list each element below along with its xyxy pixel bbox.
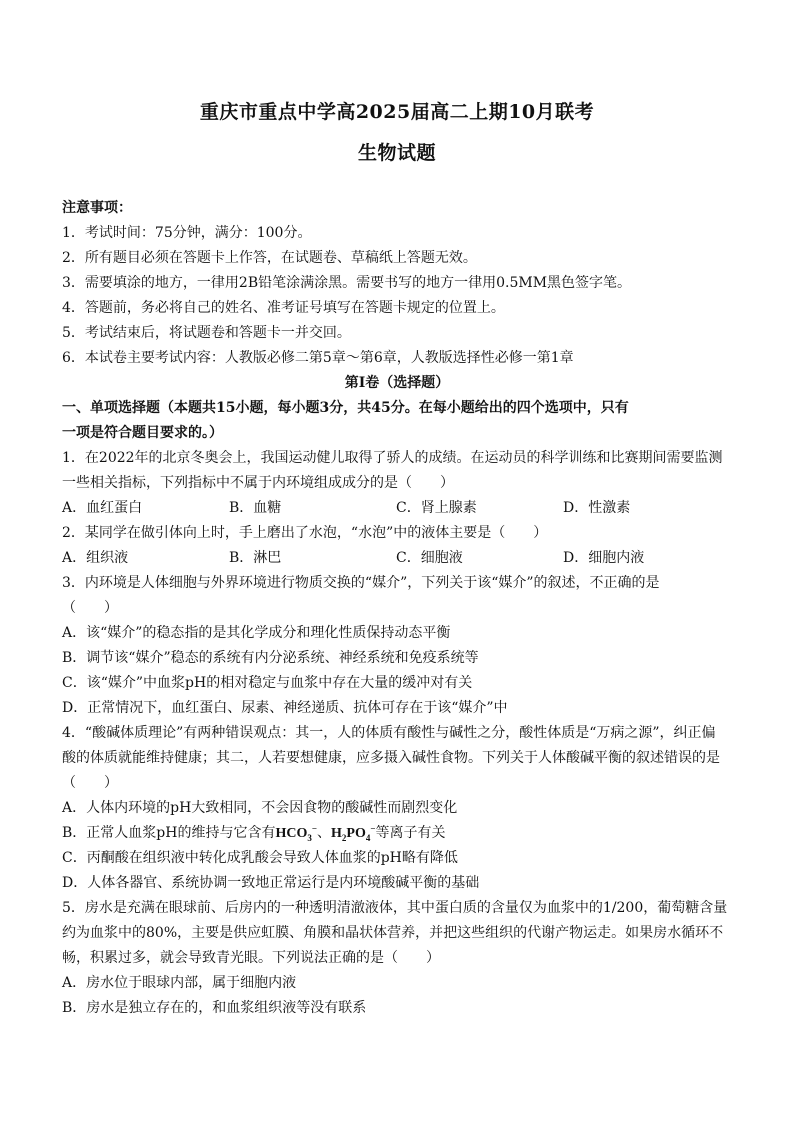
q4-option-b-prefix: B．正常人血浆pH的维持与它含有 xyxy=(62,825,276,841)
q2-option-a: A．组织液 xyxy=(62,550,129,566)
notice-item-2: 2．所有题目必须在答题卡上作答，在试题卷、草稿纸上答题无效。 xyxy=(62,250,477,266)
q2-options xyxy=(62,546,732,571)
q2-stem-line1: 2．某同学在做引体向上时，手上磨出了水泡，“水泡”中的液体主要是（ ） xyxy=(62,525,548,541)
notice-item-3: 3．需要填涂的地方，一律用2B铅笔涂满涂黑。需要书写的地方一律用0.5MM黑色签字笔。 xyxy=(62,275,632,291)
q3-stem-line2: （ ） xyxy=(62,600,118,616)
notice-item-1: 1．考试时间：75分钟，满分：100分。 xyxy=(62,225,312,241)
q3-option-c: C．该“媒介”中血浆pH的相对稳定与血浆中存在大量的缓冲对有关 xyxy=(62,675,473,691)
q4-option-b: B．正常人血浆pH的维持与它含有$HCO_3^-$、$H_2PO_4^-$等离子有关 xyxy=(62,823,446,843)
q4-option-a: A．人体内环境的pH大致相同，不会因食物的酸碱性而剧烈变化 xyxy=(62,800,458,816)
q4-stem-line2: 酸的体质就能维持健康；其二，人若要想健康，应多摄入碱性食物。下列关于人体酸碱平衡的叙述错误的是 xyxy=(62,750,720,766)
part-heading-line2: 一项是符合题目要求的。） xyxy=(62,425,223,441)
notice-item-6: 6．本试卷主要考试内容：人教版必修二第5章～第6章，人教版选择性必修一第1章 xyxy=(62,350,574,366)
q3-option-b: B．调节该“媒介”稳态的系统有内分泌系统、神经系统和免疫系统等 xyxy=(62,650,479,666)
q4-stem-line3: （ ） xyxy=(62,775,118,791)
q4-option-d: D．人体各器官、系统协调一致地正常运行是内环境酸碱平衡的基础 xyxy=(62,875,480,891)
notice-item-5: 5．考试结束后，将试题卷和答题卡一并交回。 xyxy=(62,325,351,341)
dihydrogen-phosphate-ion: $H_2PO_4^-$ xyxy=(331,823,376,843)
notice-item-4: 4．答题前，务必将自己的姓名、准考证号填写在答题卡规定的位置上。 xyxy=(62,300,505,316)
bicarbonate-ion: $HCO_3^-$ xyxy=(275,823,317,843)
q1-stem-line2: 一些相关指标，下列指标中不属于内环境组成成分的是（ ） xyxy=(62,475,454,491)
q5-stem-line3: 畅，积累过多，就会导致青光眼。下列说法正确的是（ ） xyxy=(62,950,440,966)
q2-option-c: C．细胞液 xyxy=(396,550,463,566)
q2-option-d: D．细胞内液 xyxy=(563,550,645,566)
q5-option-b: B．房水是独立存在的，和血浆组织液等没有联系 xyxy=(62,1000,367,1016)
q1-option-c: C．肾上腺素 xyxy=(396,500,477,516)
q3-stem-line1: 3．内环境是人体细胞与外界环境进行物质交换的“媒介”，下列关于该“媒介”的叙述，不正确的是 xyxy=(62,575,660,591)
part-heading-line1: 一、单项选择题（本题共15小题，每小题3分，共45分。在每小题给出的四个选项中，只有 xyxy=(62,400,629,416)
q5-stem-line2: 约为血浆中的80%，主要是供应虹膜、角膜和晶状体营养，并把这些组织的代谢产物运走。如果房水循环不 xyxy=(62,925,724,941)
q5-stem-line1: 5．房水是充满在眼球前、后房内的一种透明清澈液体，其中蛋白质的含量仅为血浆中的1/200，葡萄糖含量 xyxy=(62,900,728,916)
q1-stem-line1: 1．在2022年的北京冬奥会上，我国运动健儿取得了骄人的成绩。在运动员的科学训练和比赛期间需要监测 xyxy=(62,450,723,466)
q4-option-c: C．丙酮酸在组织液中转化成乳酸会导致人体血浆的pH略有降低 xyxy=(62,850,458,866)
q1-option-a: A．血红蛋白 xyxy=(62,500,143,516)
q4-stem-line1: 4．“酸碱体质理论”有两种错误观点：其一，人的体质有酸性与碱性之分，酸性体质是“万病之源”，纠正偏 xyxy=(62,725,716,741)
q5-option-a: A．房水位于眼球内部，属于细胞内液 xyxy=(62,975,297,991)
exam-content xyxy=(62,196,732,1021)
subject-title: 生物试题 xyxy=(357,142,436,164)
q1-options xyxy=(62,496,732,521)
volume-heading: 第Ⅰ卷（选择题） xyxy=(344,375,450,391)
q3-option-d: D．正常情况下，血红蛋白、尿素、神经递质、抗体可存在于该“媒介”中 xyxy=(62,700,508,716)
q1-option-b: B．血糖 xyxy=(229,500,282,516)
q2-option-b: B．淋巴 xyxy=(229,550,282,566)
exam-title: 重庆市重点中学高2025届高二上期10月联考 xyxy=(199,101,595,123)
q3-option-a: A．该“媒介”的稳态指的是其化学成分和理化性质保持动态平衡 xyxy=(62,625,451,641)
q1-option-d: D．性激素 xyxy=(563,500,631,516)
q4-option-b-suffix: 等离子有关 xyxy=(375,825,446,841)
notice-heading: 注意事项： xyxy=(62,200,132,216)
